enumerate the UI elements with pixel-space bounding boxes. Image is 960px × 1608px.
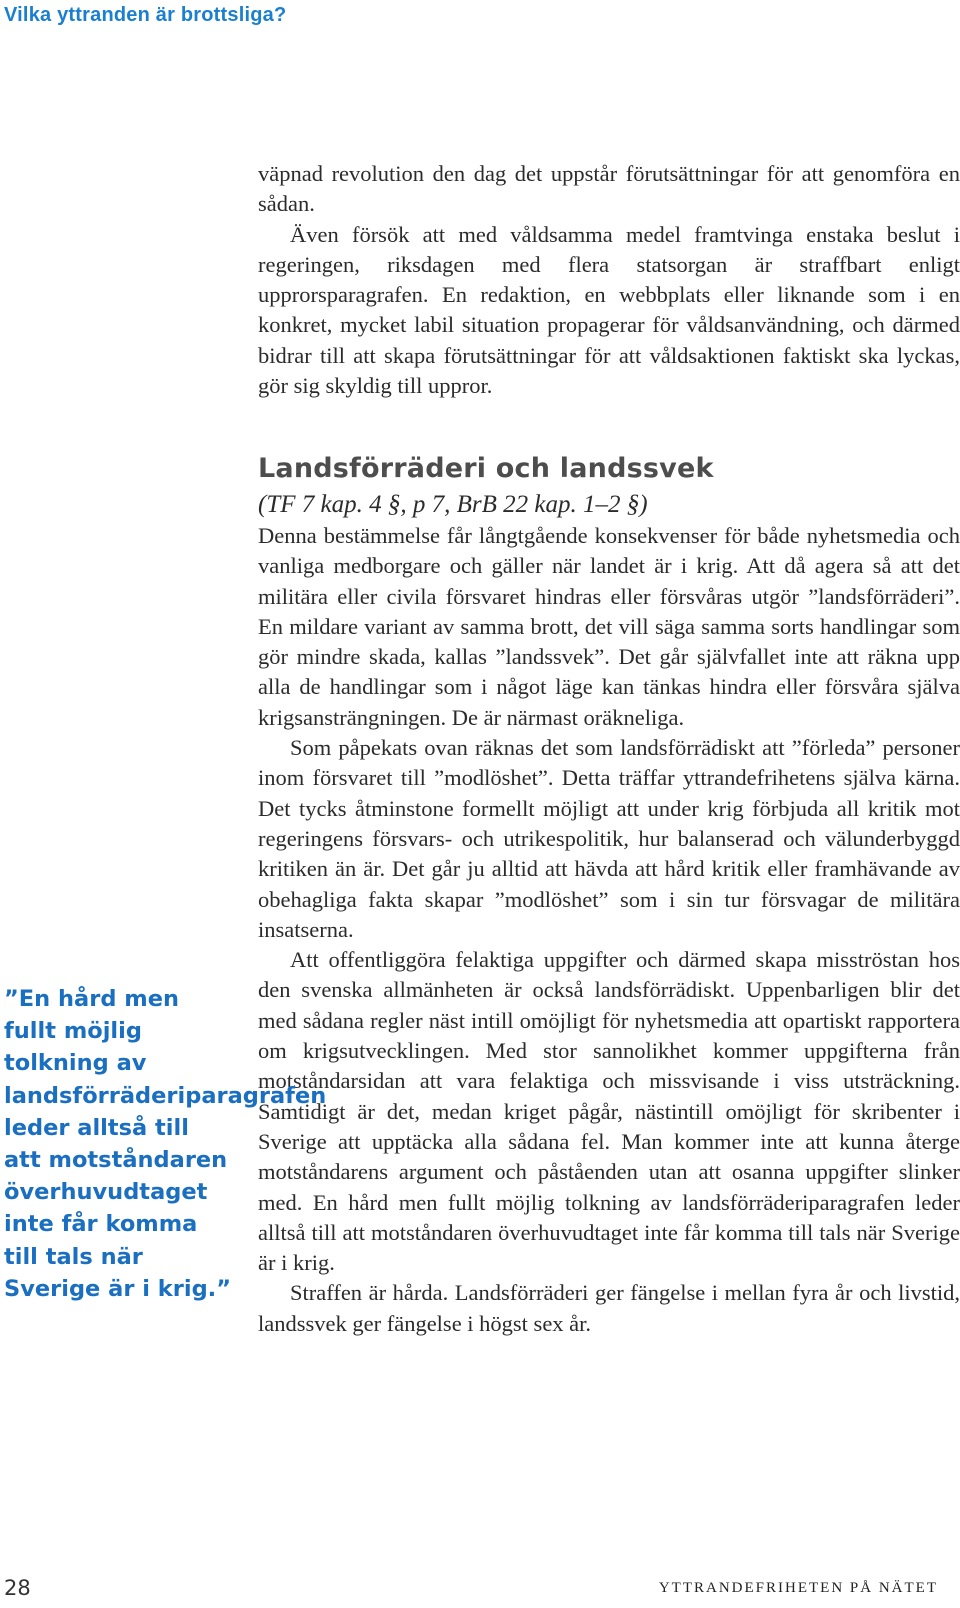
section-paragraph-3: Att offentliggöra felaktiga uppgifter och därmed skapa misströstan hos den svenska allmänheten är också landsförrädiskt. Uppenbarligen blir det med sådana regler näst intill omöjligt för nyhetsmedia att opartiskt rapportera om krigsutvecklingen. Med stor sannolikhet kommer uppgifterna från motståndarsidan att vara felaktiga och missvisande i viss utsträckning. Samtidigt är det, medan kriget pågår, nästintill omöjligt för skribenter i Sverige att upptäcka alla sådana fel. Man kommer inte att kunna återge motståndarens argument och påståenden utan att osanna uppgifter slinker med. En hård men fullt möjlig tolkning av landsförräderiparagrafen leder alltså till att motståndaren överhuvudtaget inte får komma till tals när Sverige är i krig. bbox=[258, 947, 960, 1276]
page-number: 28 bbox=[4, 1576, 31, 1600]
section-paragraph-4: Straffen är hårda. Landsförräderi ger fängelse i mellan fyra år och livstid, landssvek ger fängelse i högst sex år. bbox=[258, 1280, 960, 1336]
section-heading: Landsförräderi och landssvek bbox=[258, 453, 714, 484]
section-landsforraderi bbox=[258, 452, 960, 1339]
pull-quote-text: En hård men fullt möjlig tolkning av landsförräderiparagrafen leder alltså till att motståndaren överhuvudtaget inte får komma till tals när Sverige är i krig. bbox=[4, 986, 327, 1302]
section-paragraph-2: Som påpekats ovan räknas det som landsförrädiskt att ”förleda” personer inom försvaret till ”modlöshet”. Detta träffar yttrandefrihetens själva kärna. Det tycks åtminstone formellt möjligt att under krig förbjuda all kritik mot regeringens försvars- och utrikespolitik, hur balanserad och välunderbyggd kritiken än är. Det går ju alltid att hävda att hård kritik eller framhävande av obehagliga fakta skapar ”modlöshet” som i sin tur försvagar de militära insatserna. bbox=[258, 735, 960, 942]
pull-quote bbox=[4, 983, 327, 1305]
pull-quote-close-mark: ” bbox=[216, 1275, 232, 1302]
section-law-reference: (TF 7 kap. 4 §, p 7, BrB 22 kap. 1–2 §) bbox=[258, 491, 648, 518]
running-title: Vilka yttranden är brottsliga? bbox=[4, 4, 287, 26]
pull-quote-open-mark: ” bbox=[4, 986, 19, 1012]
intro-paragraph-2: Även försök att med våldsamma medel framtvinga enstaka beslut i regeringen, riksdagen med flera statsorgan är straffbart enligt upprorsparagrafen. En redaktion, en webbplats eller liknande som i en konkret, mycket labil situation propagerar för våldsanvändning, och därmed bidrar till att skapa förutsättningar för att våldsaktionen faktiskt ska lyckas, gör sig skyldig till uppror. bbox=[258, 221, 960, 399]
intro-paragraph-1: väpnad revolution den dag det uppstår förutsättningar för att genomföra en sådan. bbox=[258, 161, 960, 217]
intro-text bbox=[258, 159, 960, 401]
section-paragraph-1: Denna bestämmelse får långtgående konsekvenser för både nyhetsmedia och vanliga medborgare och gäller när landet är i krig. Att då agera så att det militära eller civila försvaret hindras eller försvåras utgör ”landsförräderi”. En mildare variant av samma brott, det vill säga samma sorts handlingar som gör mindre skada, kallas ”landssvek”. Det går självfallet inte att räkna upp alla de handlingar som i något läge kan tänkas hindra eller försvåra själva krigsansträngningen. De är närmast oräkneliga. bbox=[258, 523, 960, 730]
publication-title: YTTRANDEFRIHETEN PÅ NÄTET bbox=[658, 1580, 938, 1596]
